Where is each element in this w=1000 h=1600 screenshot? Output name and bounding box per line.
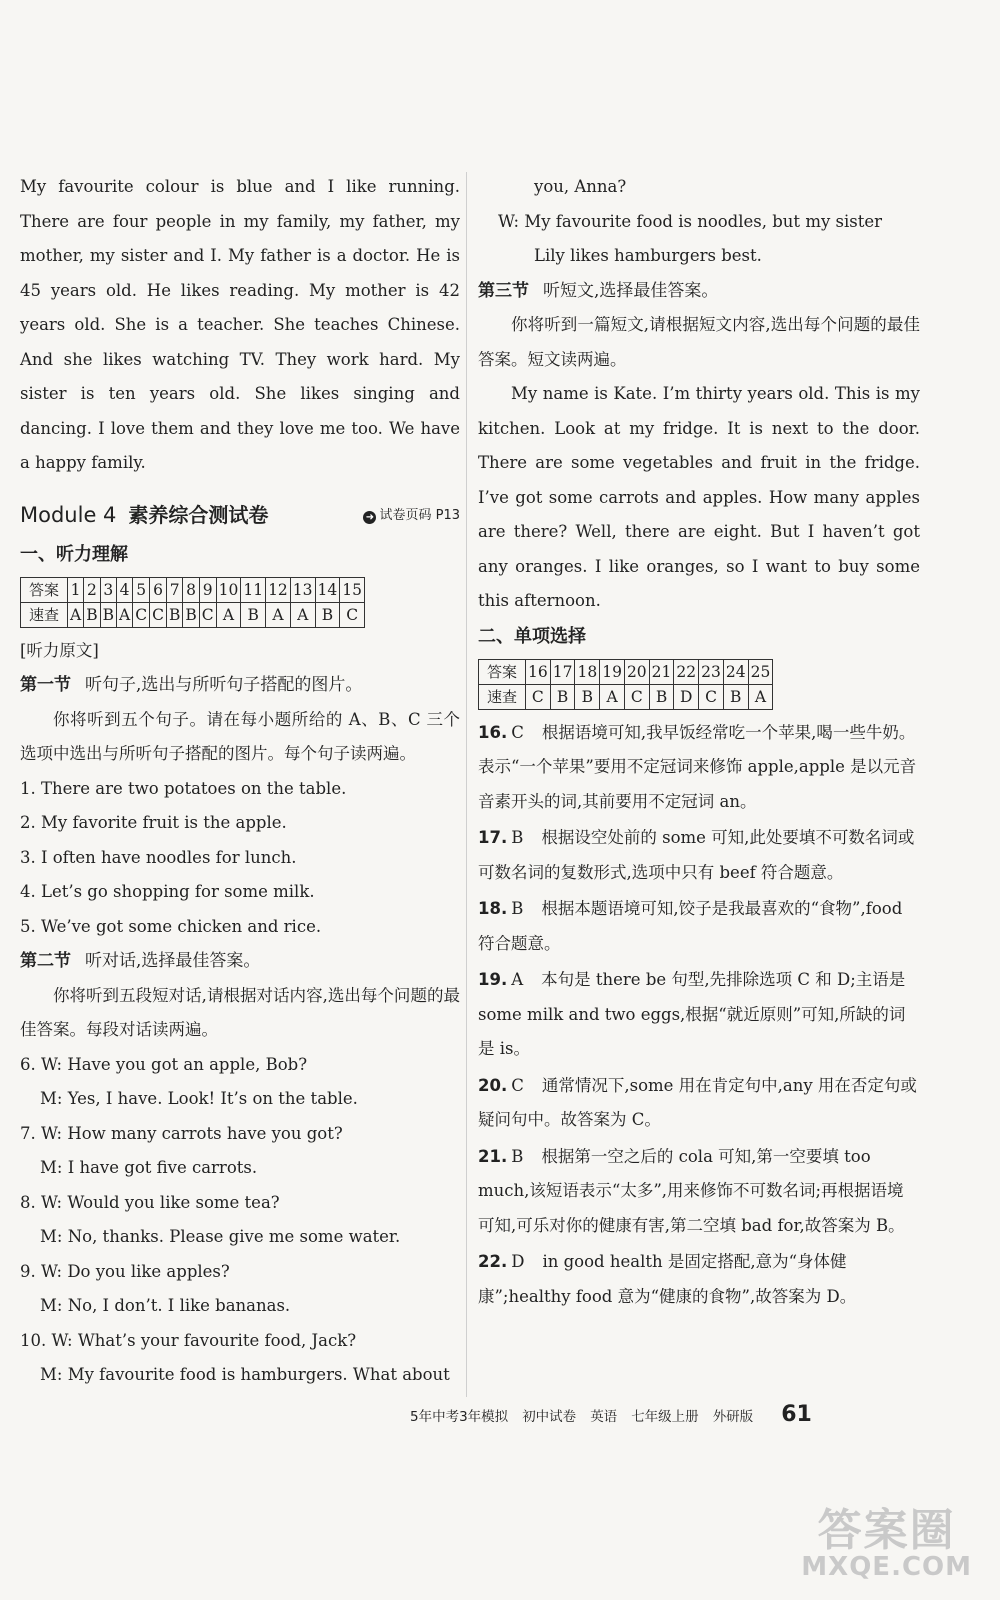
sentence-item: 3. I often have noodles for lunch. xyxy=(20,847,297,867)
question-number-cell: 14 xyxy=(315,577,340,602)
answer-letter-cell: C xyxy=(340,602,365,627)
question-number-cell: 4 xyxy=(116,577,132,602)
explanation-item xyxy=(478,1245,920,1314)
footer-subject: 英语 xyxy=(590,1408,618,1425)
explanation-item xyxy=(478,1069,920,1138)
section3-label: 第三节 xyxy=(478,280,529,301)
answer-letter-cell: C xyxy=(133,602,150,627)
explanation-text xyxy=(478,821,920,890)
question-number-cell: 21 xyxy=(649,659,674,684)
question-number-cell: 2 xyxy=(84,577,100,602)
explanation-body: 根据第一空之后的 cola 可知,第一空要填 too much,该短语表示“太多”,用来修饰不可数名词;再根据语境可知,可乐对你的健康有害,第二空填 bad for,故答案为 B。 xyxy=(478,1146,905,1235)
explanation-answer: B xyxy=(511,828,524,847)
answer-letter-cell: A xyxy=(290,602,315,627)
explanation-answer: B xyxy=(511,1146,524,1166)
answer-letter-cell: B xyxy=(575,684,600,709)
question-number-cell: 16 xyxy=(526,659,551,684)
answer-letter-cell: B xyxy=(723,684,748,709)
table-row-label: 答案 xyxy=(21,577,68,602)
explanation-item xyxy=(478,716,920,820)
dialog-line: M: I have got five carrots. xyxy=(40,1158,258,1177)
question-number-cell: 1 xyxy=(68,577,84,602)
footer-edition: 外研版 xyxy=(712,1408,754,1425)
transcript-label: [听力原文] xyxy=(20,640,99,660)
explanation-text xyxy=(478,1140,920,1244)
dialog-list xyxy=(20,1048,460,1393)
answer-letter-cell: A xyxy=(216,602,241,627)
question-number-cell: 15 xyxy=(340,577,365,602)
explanation-number: 19. xyxy=(478,970,508,989)
explanation-text xyxy=(478,892,920,961)
answer-letter-cell: B xyxy=(550,684,575,709)
table-row-label: 速查 xyxy=(479,684,526,709)
explanation-body: 根据设空处前的 some 可知,此处要填不可数名词或可数名词的复数形式,选项中只有 beef 符合题意。 xyxy=(478,828,915,882)
watermark-logo: 答案圈 xyxy=(817,1505,956,1556)
question-number-cell: 23 xyxy=(699,659,724,684)
explanation-answer: C xyxy=(511,1075,524,1095)
listening-passage: My name is Kate. I’m thirty years old. This is my kitchen. Look at my fridge. It is next to the door. There are some vegetables and fruit in the fridge. I’ve got some carrots and apples. How many apples are there? Well, there are eight. But I haven’t got any oranges. I like oranges, so I want to buy some this afternoon. xyxy=(478,384,920,610)
explanation-number: 16. xyxy=(478,722,508,742)
section1-heading xyxy=(20,668,460,703)
question-number-cell: 10 xyxy=(216,577,241,602)
answer-letter-cell: C xyxy=(624,684,649,709)
question-number-cell: 17 xyxy=(550,659,575,684)
dialog-line: W: My favourite food is noodles, but my sister xyxy=(498,211,883,231)
explanation-body: 根据本题语境可知,饺子是我最喜欢的“食物”,food 符合题意。 xyxy=(478,899,903,953)
sentence-item: 4. Let’s go shopping for some milk. xyxy=(20,882,315,901)
module-title xyxy=(20,499,268,528)
section1-instruction: 你将听到五个句子。请在每小题所给的 A、B、C 三个选项中选出与所听句子搭配的图片。每个句子读两遍。 xyxy=(20,709,460,763)
dialog-line: M: Yes, I have. Look! It’s on the table. xyxy=(40,1089,358,1108)
explanation-body: 通常情况下,some 用在肯定句中,any 用在否定句或疑问句中。故答案为 C。 xyxy=(478,1075,917,1129)
dialog-line: 8. W: Would you like some tea? xyxy=(20,1192,280,1212)
module-title-cn: 素养综合测试卷 xyxy=(128,503,269,527)
module-title-en: Module 4 xyxy=(20,503,117,527)
explanation-answer: B xyxy=(511,899,524,918)
answer-letter-cell: B xyxy=(183,602,199,627)
explanation-number: 18. xyxy=(478,899,508,918)
dialog-continuation: Lily likes hamburgers best. xyxy=(534,246,762,265)
sentence-item: 5. We’ve got some chicken and rice. xyxy=(20,916,322,936)
section2-title: 听对话,选择最佳答案。 xyxy=(85,951,261,971)
answer-letter-cell: C xyxy=(526,684,551,709)
footer-grade: 七年级上册 xyxy=(631,1408,699,1425)
explanation-text xyxy=(478,1245,920,1314)
dialog-line: M: No, I don’t. I like bananas. xyxy=(40,1296,291,1315)
answer-letter-cell: B xyxy=(100,602,116,627)
page-number: 61 xyxy=(781,1402,812,1427)
question-number-cell: 22 xyxy=(674,659,699,684)
footer-type: 初中试卷 xyxy=(522,1408,577,1425)
question-number-cell: 11 xyxy=(241,577,266,602)
explanation-text xyxy=(478,716,920,820)
column-divider xyxy=(466,172,467,1397)
question-number-cell: 9 xyxy=(199,577,216,602)
explanation-list xyxy=(478,716,920,1315)
arrow-right-icon: ➜ xyxy=(363,511,376,524)
intro-paragraph: My favourite colour is blue and I like running. There are four people in my family, my father, my mother, my sister and I. My father is a doctor. He is 45 years old. He likes reading. My mother is 42 years old. She is a teacher. She teaches Chinese. And she likes watching TV. They work hard. My sister is ten years old. She likes singing and dancing. I love them and they love me too. We have a happy family. xyxy=(20,177,460,472)
sentence-item: 1. There are two potatoes on the table. xyxy=(20,778,347,798)
question-number-cell: 25 xyxy=(748,659,773,684)
answer-letter-cell: B xyxy=(166,602,182,627)
explanation-body: 本句是 there be 句型,先排除选项 C 和 D;主语是 some milk and two eggs,根据“就近原则”可知,所缺的词是 is。 xyxy=(478,970,906,1058)
answer-letter-cell: C xyxy=(699,684,724,709)
answer-letter-cell: C xyxy=(199,602,216,627)
section2-instruction: 你将听到五段短对话,请根据对话内容,选出每个问题的最佳答案。每段对话读两遍。 xyxy=(20,985,460,1039)
explanation-item xyxy=(478,821,920,890)
section3-instruction: 你将听到一篇短文,请根据短文内容,选出每个问题的最佳答案。短文读两遍。 xyxy=(478,315,920,369)
answer-letter-cell: A xyxy=(600,684,625,709)
sentence-item: 2. My favorite fruit is the apple. xyxy=(20,813,287,832)
question-number-cell: 18 xyxy=(575,659,600,684)
part2-title: 二、单项选择 xyxy=(478,625,586,647)
answer-letter-cell: A xyxy=(266,602,291,627)
dialog-line: M: No, thanks. Please give me some water. xyxy=(40,1227,401,1246)
page-reference-text: 试卷页码 P13 xyxy=(379,507,460,523)
answer-letter-cell: A xyxy=(68,602,84,627)
explanation-number: 21. xyxy=(478,1146,508,1166)
explanation-item xyxy=(478,963,920,1067)
explanation-text xyxy=(478,1069,920,1138)
left-column xyxy=(20,170,460,1393)
watermark xyxy=(801,1494,972,1582)
question-number-cell: 12 xyxy=(266,577,291,602)
answer-letter-cell: A xyxy=(116,602,132,627)
explanation-answer: D xyxy=(511,1252,525,1271)
answer-letter-cell: D xyxy=(674,684,699,709)
watermark-url: MXQE.COM xyxy=(801,1552,972,1582)
question-number-cell: 24 xyxy=(723,659,748,684)
question-number-cell: 6 xyxy=(150,577,167,602)
explanation-item xyxy=(478,1140,920,1244)
explanation-number: 20. xyxy=(478,1075,508,1095)
answer-table-1 xyxy=(20,577,365,628)
answer-letter-cell: B xyxy=(84,602,100,627)
explanation-number: 22. xyxy=(478,1252,508,1271)
dialog-line: 6. W: Have you got an apple, Bob? xyxy=(20,1054,308,1074)
dialog-line: M: My favourite food is hamburgers. What about xyxy=(40,1365,450,1384)
answer-letter-cell: B xyxy=(315,602,340,627)
dialog-line: 10. W: What’s your favourite food, Jack? xyxy=(20,1330,357,1350)
section2-heading xyxy=(20,944,460,979)
dialog-continuation: you, Anna? xyxy=(534,177,627,196)
question-number-cell: 5 xyxy=(133,577,150,602)
table-row-label: 答案 xyxy=(479,659,526,684)
answer-letter-cell: A xyxy=(748,684,773,709)
page-footer xyxy=(410,1402,812,1427)
question-number-cell: 13 xyxy=(290,577,315,602)
page-reference xyxy=(363,504,460,524)
footer-series: 5年中考3年模拟 xyxy=(410,1408,509,1425)
dialog-line: 9. W: Do you like apples? xyxy=(20,1261,230,1281)
section3-title: 听短文,选择最佳答案。 xyxy=(543,280,719,301)
answer-letter-cell: C xyxy=(150,602,167,627)
explanation-text xyxy=(478,963,920,1067)
section3-heading xyxy=(478,274,920,309)
module-header xyxy=(20,491,460,537)
section1-title: 听句子,选出与所听句子搭配的图片。 xyxy=(85,675,363,695)
section1-label: 第一节 xyxy=(20,675,71,695)
right-column xyxy=(478,170,920,1314)
explanation-body: in good health 是固定搭配,意为“身体健康”;healthy food 意为“健康的食物”,故答案为 D。 xyxy=(478,1252,857,1306)
table-row-label: 速查 xyxy=(21,602,68,627)
explanation-item xyxy=(478,892,920,961)
sentence-list xyxy=(20,772,460,945)
question-number-cell: 8 xyxy=(183,577,199,602)
question-number-cell: 3 xyxy=(100,577,116,602)
answer-letter-cell: B xyxy=(241,602,266,627)
part1-title: 一、听力理解 xyxy=(20,543,128,565)
answer-table-2 xyxy=(478,659,773,710)
question-number-cell: 20 xyxy=(624,659,649,684)
explanation-body: 根据语境可知,我早饭经常吃一个苹果,喝一些牛奶。表示“一个苹果”要用不定冠词来修饰 apple,apple 是以元音音素开头的词,其前要用不定冠词 an。 xyxy=(478,722,917,811)
question-number-cell: 19 xyxy=(600,659,625,684)
question-number-cell: 7 xyxy=(166,577,182,602)
dialog-line: 7. W: How many carrots have you got? xyxy=(20,1123,343,1143)
explanation-answer: C xyxy=(511,722,524,742)
section2-label: 第二节 xyxy=(20,951,71,971)
explanation-answer: A xyxy=(511,970,524,989)
answer-letter-cell: B xyxy=(649,684,674,709)
explanation-number: 17. xyxy=(478,828,508,847)
